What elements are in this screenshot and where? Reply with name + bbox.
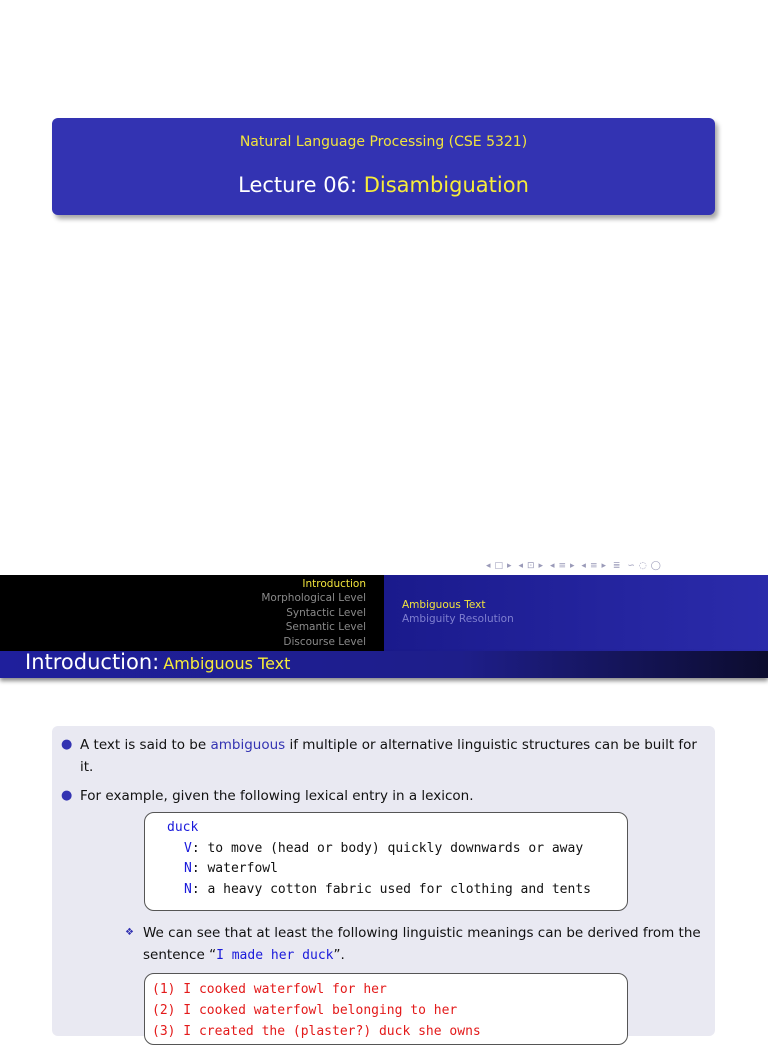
lexicon-pos: V xyxy=(184,841,192,856)
section-item-semantic[interactable]: Semantic Level xyxy=(285,621,366,634)
nav-subsection-icon[interactable]: ≡ xyxy=(558,561,567,571)
nav-next-frame-icon[interactable]: ▸ xyxy=(538,561,544,571)
subsection-navigation xyxy=(384,575,768,651)
beamer-navigation-symbols[interactable] xyxy=(486,561,766,575)
nav-slide-icon[interactable]: □ xyxy=(494,561,504,571)
section-item-introduction[interactable]: Introduction xyxy=(302,578,366,590)
section-navigation xyxy=(0,575,384,651)
nav-prev-slide-icon[interactable]: ◂ xyxy=(486,561,491,571)
lexicon-gloss: : waterfowl xyxy=(191,861,278,876)
section-list xyxy=(261,577,366,649)
lexicon-gloss: : to move (head or body) quickly downwards or away xyxy=(191,841,584,856)
bullet-ambiguous-definition xyxy=(61,734,705,778)
nav-next-slide-icon[interactable]: ▸ xyxy=(507,561,512,571)
meaning-item: (3) I created the (plaster?) duck she owns xyxy=(152,1024,481,1039)
subsection-list xyxy=(402,598,514,627)
lecture-title xyxy=(52,173,715,197)
bullet3-post: ”. xyxy=(333,947,345,963)
meanings-box xyxy=(144,973,628,1045)
bullet-example xyxy=(61,785,705,807)
lexicon-sense-2 xyxy=(184,859,278,880)
lexicon-sense-1 xyxy=(184,839,583,860)
bullet-dot-icon: ● xyxy=(61,788,73,803)
nav-prev-section-icon[interactable]: ◂ xyxy=(581,561,586,571)
nav-next-section-icon[interactable]: ▸ xyxy=(601,561,607,571)
nav-next-subsection-icon[interactable]: ▸ xyxy=(570,561,575,571)
example-sentence: I made her duck xyxy=(216,948,334,963)
nav-forward-icon[interactable]: ◯ xyxy=(650,561,661,571)
lexicon-gloss: : a heavy cotton fabric used for clothing and tents xyxy=(191,882,591,897)
lecture-prefix: Lecture 06: xyxy=(238,173,364,197)
section-item-morphological[interactable]: Morphological Level xyxy=(261,592,366,605)
subsection-item-ambiguous-text[interactable]: Ambiguous Text xyxy=(402,599,486,611)
bullet1-post: if multiple or alternative linguistic structures can be built for it. xyxy=(80,737,697,775)
lexicon-pos: N xyxy=(184,882,192,897)
nav-search-icon[interactable]: ◌ xyxy=(638,561,647,571)
bullet3-pre: We can see that at least the following linguistic meanings can be derived from the sentence “ xyxy=(143,925,701,963)
course-title: Natural Language Processing (CSE 5321) xyxy=(239,134,528,150)
nav-prev-frame-icon[interactable]: ◂ xyxy=(518,561,523,571)
lexicon-headword: duck xyxy=(167,820,199,835)
section-item-syntactic[interactable]: Syntactic Level xyxy=(286,606,366,619)
lexicon-sense-3 xyxy=(184,880,591,901)
nav-section-icon[interactable]: ≡ xyxy=(589,561,598,571)
lexicon-pos: N xyxy=(184,861,192,876)
diamond-bullet-icon: ❖ xyxy=(125,927,134,938)
title-box xyxy=(52,118,715,215)
subsection-item-ambiguity-resolution[interactable]: Ambiguity Resolution xyxy=(402,613,514,626)
nav-document-icon[interactable]: ≣ xyxy=(612,561,621,571)
bullet-dot-icon: ● xyxy=(61,737,73,752)
bullet1-keyword: ambiguous xyxy=(210,737,286,753)
bullet1-pre: A text is said to be xyxy=(80,737,211,753)
frame-title xyxy=(25,650,290,674)
section-item-discourse[interactable]: Discourse Level xyxy=(283,635,366,648)
bullet2-text: For example, given the following lexical entry in a lexicon. xyxy=(80,788,474,804)
lexicon-entry-box xyxy=(144,812,628,911)
lecture-topic: Disambiguation xyxy=(363,173,529,197)
meaning-item: (2) I cooked waterfowl belonging to her xyxy=(152,1003,458,1018)
meaning-item: (1) I cooked waterfowl for her xyxy=(152,982,387,997)
nav-prev-subsection-icon[interactable]: ◂ xyxy=(549,561,555,571)
frame-title-main: Introduction: xyxy=(25,650,160,674)
frame-subtitle: Ambiguous Text xyxy=(163,654,291,673)
frame-title-bar xyxy=(0,651,768,678)
nav-frame-icon[interactable]: ⊡ xyxy=(526,561,535,571)
nav-back-icon[interactable]: ∽ xyxy=(627,561,635,571)
sub-bullet-meanings xyxy=(125,922,703,967)
